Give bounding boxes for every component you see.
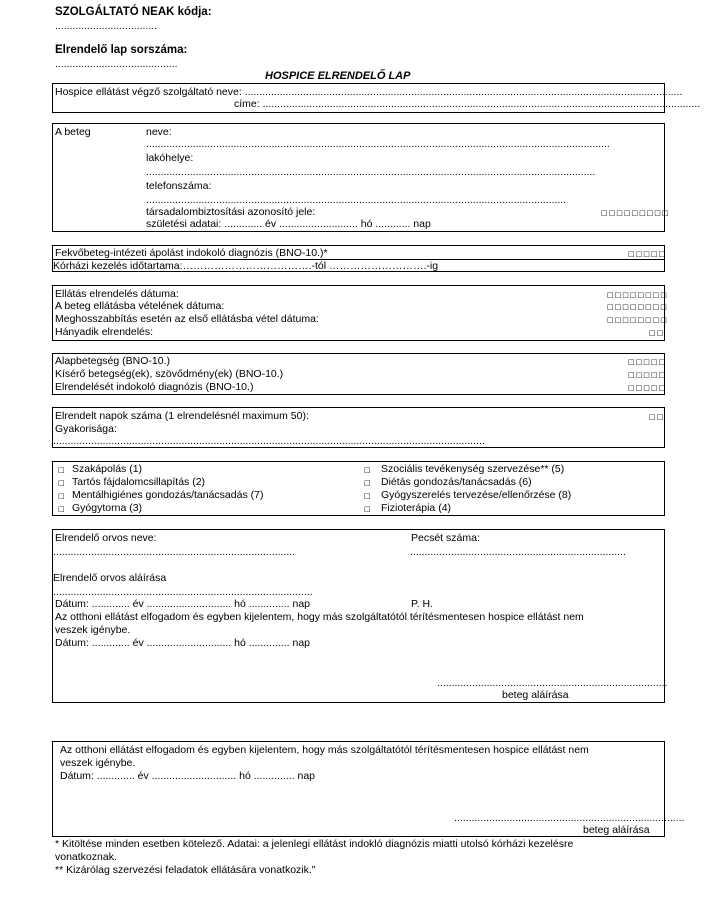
frequency-label: Gyakorisága: xyxy=(55,423,117,435)
service-diet-label: Diétás gondozás/tanácsadás (6) xyxy=(381,476,532,488)
footnote-1: * Kitöltése minden esetben kötelező. Adatai: a jelenlegi ellátást indokló diagnózis miatti utolsó kórházi kezelésre xyxy=(55,838,574,850)
checkbox-diet[interactable]: □ xyxy=(364,479,371,487)
patient-label: A beteg xyxy=(55,126,91,138)
ordered-days-boxes[interactable]: □□ xyxy=(649,413,665,421)
patient-phone-label: telefonszáma: xyxy=(146,180,212,192)
page-title: HOSPICE ELRENDELŐ LAP xyxy=(265,70,411,82)
serial-number-field[interactable]: .......................................... xyxy=(55,58,178,70)
patient-name-field[interactable]: ............................................................................................................................................................... xyxy=(146,138,610,150)
consent-text: Az otthoni ellátást elfogadom és egyben kijelentem, hogy más szolgáltatótól térítésmentesen hospice ellátást nem xyxy=(55,611,584,623)
neak-code-label: SZOLGÁLTATÓ NEAK kódja: xyxy=(55,6,212,18)
base-disease-boxes[interactable]: □□□□□ xyxy=(628,358,667,366)
hospital-diagnosis-label: Fekvőbeteg-intézeti ápolást indokoló diagnózis (BNO-10.)* xyxy=(55,247,328,259)
footnote-2: ** Kizárólag szervezési feladatok ellátására vonatkozik." xyxy=(55,864,316,876)
admission-date-boxes[interactable]: □□□□□□□□ xyxy=(607,303,668,311)
service-pain-relief-label: Tartós fájdalomcsillapítás (2) xyxy=(72,476,206,488)
consent2-signature-field[interactable]: ............................................................................... xyxy=(454,812,685,824)
accompanying-disease-boxes[interactable]: □□□□□ xyxy=(628,371,667,379)
doctor-name-label: Elrendelő orvos neve: xyxy=(55,532,157,544)
consent2-signature-label: beteg aláírása xyxy=(583,824,650,836)
first-admission-date-label: Meghosszabbítás esetén az első ellátásba vétel dátuma: xyxy=(55,313,319,325)
order-date-boxes[interactable]: □□□□□□□□ xyxy=(607,291,668,299)
doctor-name-field[interactable]: ................................................................................... xyxy=(53,546,296,558)
doctor-signature-label: Elrendelő orvos aláírása xyxy=(53,572,167,584)
patient-ssn-label: társadalombiztosítási azonosító jele: xyxy=(146,206,316,218)
ph-label: P. H. xyxy=(411,598,433,610)
serial-number-label: Elrendelő lap sorszáma: xyxy=(55,44,188,56)
service-mental-health-label: Mentálhigiénes gondozás/tanácsadás (7) xyxy=(72,489,264,501)
consent-text-cont: veszek igénybe. xyxy=(55,624,131,636)
checkbox-nursing[interactable]: □ xyxy=(58,466,65,474)
order-count-boxes[interactable]: □□ xyxy=(649,329,665,337)
checkbox-pain-relief[interactable]: □ xyxy=(58,479,65,487)
doctor-date-field[interactable]: Dátum: ............. év ............................. hó .............. nap xyxy=(55,598,310,610)
doctor-signature-field[interactable]: ......................................................................................... xyxy=(53,586,313,598)
consent2-text-cont: veszek igénybe. xyxy=(60,757,136,769)
checkbox-social-activity[interactable]: □ xyxy=(364,466,371,474)
admission-date-label: A beteg ellátásba vételének dátuma: xyxy=(55,300,225,312)
checkbox-medication[interactable]: □ xyxy=(364,492,371,500)
justifying-diagnosis-label: Elrendelését indokoló diagnózis (BNO-10.) xyxy=(55,381,254,393)
provider-address-field[interactable]: címe: ...................................................................................................................................................... xyxy=(234,98,701,110)
patient-name-label: neve: xyxy=(146,126,172,138)
neak-code-field[interactable]: ................................... xyxy=(55,20,158,32)
accompanying-disease-label: Kísérő betegség(ek), szövődmény(ek) (BNO-10.) xyxy=(55,368,284,380)
base-disease-label: Alapbetegség (BNO-10.) xyxy=(55,355,170,367)
checkbox-mental-health[interactable]: □ xyxy=(58,492,65,500)
consent2-text: Az otthoni ellátást elfogadom és egyben kijelentem, hogy más szolgáltatótól térítésmentesen hospice ellátást nem xyxy=(60,744,589,756)
service-medication-label: Gyógyszerelés tervezése/ellenőrzése (8) xyxy=(381,489,572,501)
patient-phone-field[interactable]: ................................................................................................................................................ xyxy=(146,194,567,206)
service-physiotherapy-gym-label: Gyógytorna (3) xyxy=(72,502,143,514)
patient-residence-field[interactable]: .......................................................................................................................................................... xyxy=(146,166,596,178)
patient-signature-field[interactable]: ............................................................................... xyxy=(437,677,668,689)
checkbox-physiotherapy-gym[interactable]: □ xyxy=(58,505,65,513)
patient-residence-label: lakóhelye: xyxy=(146,152,194,164)
order-count-label: Hányadik elrendelés: xyxy=(55,326,154,338)
provider-name-field[interactable]: Hospice ellátást végző szolgáltató neve: ...................................................................................................................................................... xyxy=(55,86,683,98)
order-date-label: Ellátás elrendelés dátuma: xyxy=(55,288,179,300)
hospital-period-field[interactable]: Kórházi kezelés időtartama:……………………………….-tól ……………………….-ig xyxy=(53,260,439,272)
hospital-diagnosis-boxes[interactable]: □□□□□ xyxy=(628,250,667,258)
service-social-activity-label: Szociális tevékenység szervezése** (5) xyxy=(381,463,565,475)
service-physiotherapy-label: Fizioterápia (4) xyxy=(381,502,452,514)
stamp-number-field[interactable]: .......................................................................... xyxy=(410,546,626,558)
frequency-field[interactable]: .................................................................................................................................................... xyxy=(53,435,485,447)
ordered-days-label: Elrendelt napok száma (1 elrendelésnél maximum 50): xyxy=(55,410,309,422)
footnote-1-cont: vonatkoznak. xyxy=(55,851,117,863)
stamp-number-label: Pecsét száma: xyxy=(411,532,480,544)
checkbox-physiotherapy[interactable]: □ xyxy=(364,505,371,513)
justifying-diagnosis-boxes[interactable]: □□□□□ xyxy=(628,384,667,392)
service-nursing-label: Szakápolás (1) xyxy=(72,463,143,475)
patient-signature-label: beteg aláírása xyxy=(502,689,569,701)
first-admission-date-boxes[interactable]: □□□□□□□□ xyxy=(607,316,668,324)
patient-birth-field[interactable]: születési adatai: ............. év ........................... hó ............ nap xyxy=(146,218,431,230)
consent-date-field[interactable]: Dátum: ............. év ............................. hó .............. nap xyxy=(55,637,310,649)
consent2-date-field[interactable]: Dátum: ............. év ............................. hó .............. nap xyxy=(60,770,315,782)
patient-ssn-boxes[interactable]: □□□□□□□□□ xyxy=(601,209,670,217)
